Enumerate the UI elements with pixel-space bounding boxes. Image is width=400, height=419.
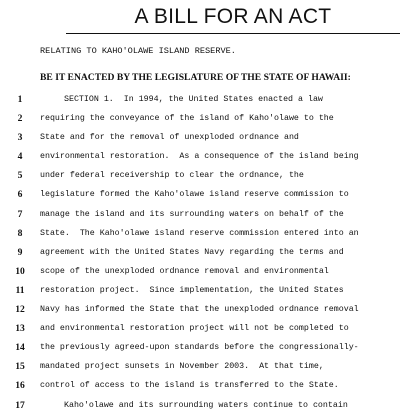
line-number: 11: [15, 284, 25, 296]
line-text: mandated project sunsets in November 2003. At that time,: [40, 362, 324, 372]
line-text: requiring the conveyance of the island of Kaho'olawe to the: [40, 114, 334, 124]
line-text: Navy has informed the State that the unexploded ordnance removal: [40, 305, 359, 315]
line-number: 13: [15, 323, 25, 335]
line-number: 15: [15, 361, 25, 373]
line-text: agreement with the United States Navy regarding the terms and: [40, 247, 344, 257]
line-number: 1: [17, 94, 23, 105]
enacting-clause: BE IT ENACTED BY THE LEGISLATURE OF THE STATE OF HAWAII:: [40, 72, 351, 83]
line-number: 2: [17, 113, 23, 125]
relating-to-line: RELATING TO KAHO'OLAWE ISLAND RESERVE.: [40, 46, 236, 56]
bill-line: [0, 132, 400, 151]
bill-line: [0, 304, 400, 323]
line-text: scope of the unexploded ordnance removal and environmental: [40, 266, 329, 276]
line-text: legislature formed the Kaho'olawe island reserve commission to: [40, 190, 349, 200]
line-number: 9: [17, 246, 23, 258]
line-number: 14: [15, 342, 25, 354]
bill-line: [0, 323, 400, 342]
bill-line: [0, 94, 400, 113]
line-number: 3: [17, 132, 23, 144]
line-text: SECTION 1. In 1994, the United States enacted a law: [64, 95, 323, 104]
line-number: 17: [15, 399, 25, 411]
bill-line: [0, 266, 400, 285]
bill-line: [0, 170, 400, 189]
line-text: and environmental restoration project will not be completed to: [40, 324, 349, 334]
line-text: environmental restoration. As a consequence of the island being: [40, 152, 359, 162]
bill-line: [0, 342, 400, 361]
bill-body: [0, 94, 400, 419]
bill-line: [0, 228, 400, 247]
line-text: under federal receivership to clear the ordnance, the: [40, 171, 304, 181]
bill-line: [0, 361, 400, 380]
bill-line: [0, 209, 400, 228]
line-text: control of access to the island is transferred to the State.: [40, 381, 339, 391]
line-number: 12: [15, 304, 25, 316]
line-text: the previously agreed-upon standards before the congressionally-: [40, 343, 359, 353]
line-number: 4: [17, 151, 23, 163]
bill-line: [0, 189, 400, 208]
line-text: State and for the removal of unexploded ordnance and: [40, 133, 299, 143]
bill-line: [0, 285, 400, 304]
bill-line: [0, 247, 400, 266]
line-text: restoration project. Since implementation, the United States: [40, 285, 344, 295]
line-number: 6: [17, 189, 23, 201]
line-number: 7: [17, 208, 23, 220]
line-number: 8: [17, 227, 23, 239]
line-text: manage the island and its surrounding waters on behalf of the: [40, 209, 344, 219]
bill-line: [0, 151, 400, 170]
line-number: 5: [17, 170, 23, 182]
line-number: 10: [15, 265, 25, 277]
line-text: State. The Kaho'olawe island reserve commission entered into an: [40, 228, 359, 238]
bill-line: [0, 400, 400, 419]
line-number: 16: [15, 380, 25, 392]
bill-line: [0, 113, 400, 132]
line-text: Kaho'olawe and its surrounding waters continue to contain: [64, 400, 348, 410]
bill-title: A BILL FOR AN ACT: [66, 3, 400, 34]
bill-line: [0, 380, 400, 399]
